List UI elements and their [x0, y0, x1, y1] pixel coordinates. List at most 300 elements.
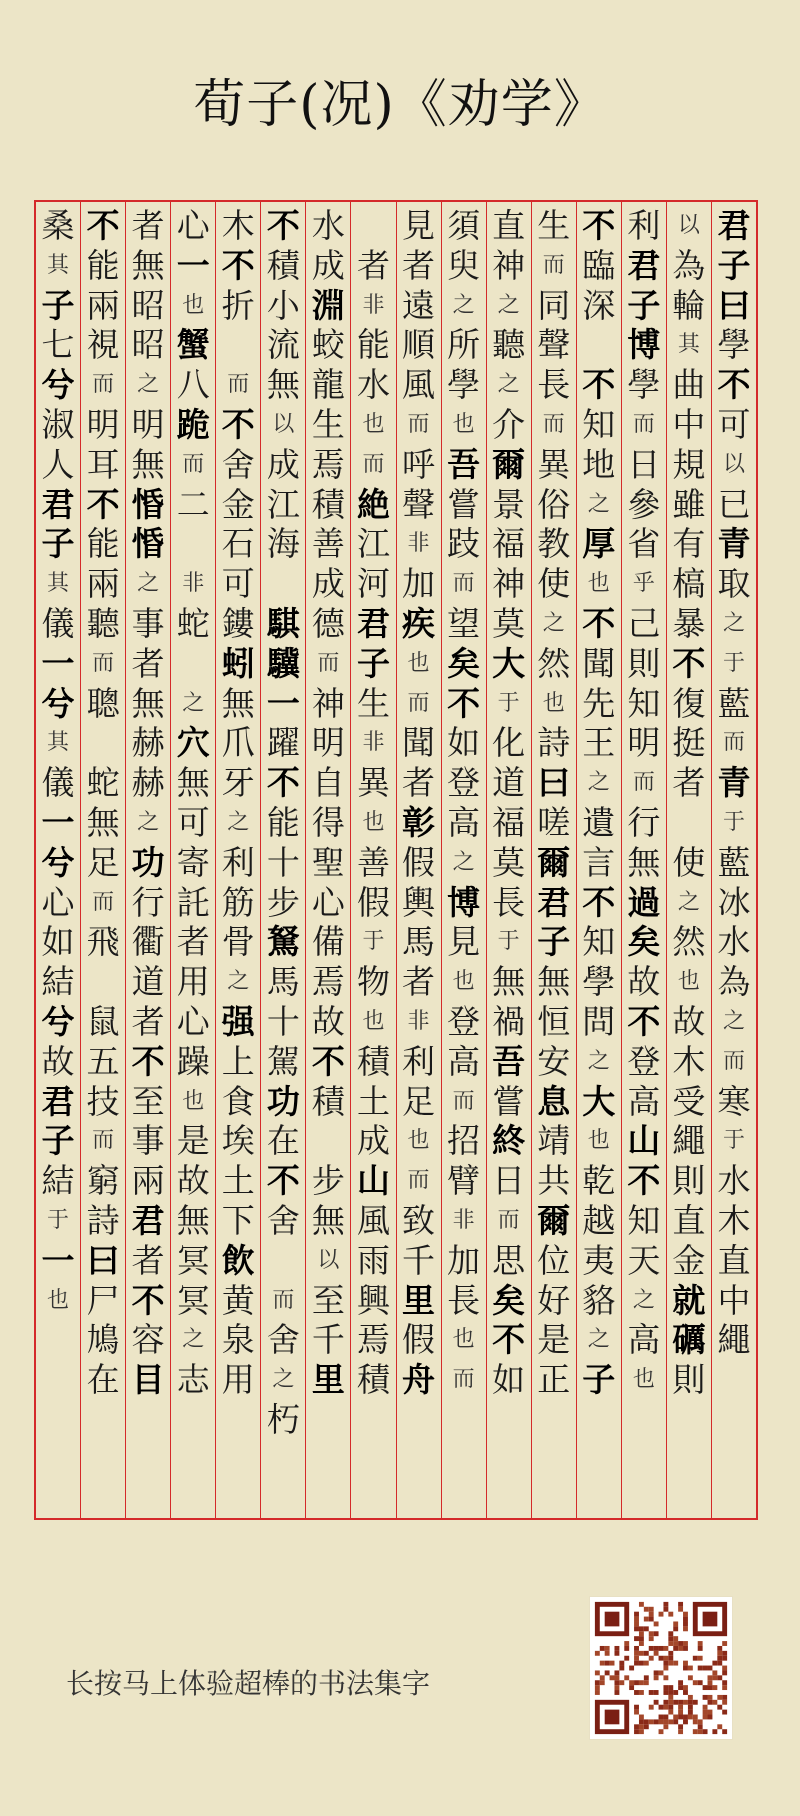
text-column: [486, 202, 531, 1518]
glyph: 之: [497, 372, 520, 398]
glyph: 嗟: [537, 802, 571, 842]
glyph: 而: [92, 1128, 115, 1154]
glyph: 聲: [402, 484, 436, 524]
glyph: 也: [452, 1327, 475, 1353]
promo-text: 长按马上体验超棒的书法集字: [66, 1667, 431, 1700]
text-column: [305, 202, 350, 1518]
glyph: 成: [356, 1121, 390, 1161]
glyph: 者: [131, 643, 165, 683]
glyph: 而: [182, 451, 205, 477]
glyph: 受: [672, 1081, 706, 1121]
glyph: 自: [311, 763, 345, 803]
glyph: 水: [717, 922, 751, 962]
glyph: 莫: [492, 842, 526, 882]
glyph: 而: [317, 650, 340, 676]
glyph: 步: [266, 882, 300, 922]
glyph: 學: [447, 365, 481, 405]
glyph: 已: [717, 484, 751, 524]
glyph: 積: [356, 1360, 390, 1400]
glyph: 成: [311, 245, 345, 285]
glyph: 興: [356, 1280, 390, 1320]
glyph: 知: [627, 683, 661, 723]
glyph: 無: [131, 245, 165, 285]
glyph: 明: [627, 723, 661, 763]
glyph: 可: [717, 404, 751, 444]
glyph: 直: [492, 206, 526, 245]
glyph: 無: [86, 802, 120, 842]
glyph: 學: [717, 325, 751, 365]
glyph: 繩: [717, 1320, 751, 1360]
text-column: [711, 202, 756, 1518]
glyph: 强: [221, 1001, 255, 1041]
glyph: 之: [137, 571, 160, 597]
glyph: 然: [672, 922, 706, 962]
glyph: 其: [677, 332, 700, 358]
glyph: 子: [41, 1121, 75, 1161]
glyph: 而: [632, 770, 655, 796]
glyph: 而: [722, 730, 745, 756]
glyph: 者: [402, 245, 436, 285]
glyph: 折: [221, 285, 255, 325]
text-column: [621, 202, 666, 1518]
glyph: 一: [41, 643, 75, 683]
glyph: 無: [176, 763, 210, 803]
glyph: 躁: [176, 1041, 210, 1081]
glyph: 金: [672, 1240, 706, 1280]
glyph: 爪: [221, 723, 255, 763]
glyph: 者: [131, 206, 165, 245]
glyph: 學: [582, 962, 616, 1002]
glyph: 窮: [86, 1161, 120, 1201]
glyph: 子: [627, 285, 661, 325]
glyph: 福: [492, 802, 526, 842]
glyph: 功: [266, 1081, 300, 1121]
glyph: 兩: [131, 1161, 165, 1201]
glyph: 所: [447, 325, 481, 365]
glyph: 君: [41, 484, 75, 524]
glyph: 非: [407, 1008, 430, 1034]
glyph: 七: [41, 325, 75, 365]
glyph: 蛟: [311, 325, 345, 365]
glyph: 臾: [447, 245, 481, 285]
glyph: 終: [492, 1121, 526, 1161]
glyph: 礪: [672, 1320, 706, 1360]
glyph: 先: [582, 683, 616, 723]
qr-finder: [605, 1710, 620, 1725]
glyph: 埃: [221, 1121, 255, 1161]
glyph: 流: [266, 325, 300, 365]
glyph: 雨: [356, 1240, 390, 1280]
glyph: 其: [47, 730, 70, 756]
glyph: 嘗: [492, 1081, 526, 1121]
glyph: 以: [677, 213, 700, 238]
glyph: 加: [402, 564, 436, 604]
glyph: 之: [227, 809, 250, 835]
glyph: 爾: [492, 444, 526, 484]
glyph: 能: [86, 245, 120, 285]
glyph: 而: [542, 411, 565, 437]
glyph: 然: [537, 643, 571, 683]
glyph: 聲: [537, 325, 571, 365]
glyph: 骨: [221, 922, 255, 962]
glyph: 水: [311, 206, 345, 245]
glyph: 心: [176, 206, 210, 245]
glyph: 德: [311, 603, 345, 643]
glyph: 結: [41, 962, 75, 1002]
glyph: 之: [722, 610, 745, 636]
glyph: 而: [92, 372, 115, 398]
glyph: 知: [627, 1200, 661, 1240]
glyph: 八: [176, 365, 210, 405]
glyph: 二: [176, 484, 210, 524]
glyph: 之: [587, 1327, 610, 1353]
glyph: 而: [92, 889, 115, 915]
glyph: 而: [722, 1048, 745, 1074]
glyph: 惛: [131, 524, 165, 564]
glyph: 無: [266, 365, 300, 405]
glyph: 是: [176, 1121, 210, 1161]
glyph: 冰: [717, 882, 751, 922]
glyph: 貉: [582, 1280, 616, 1320]
glyph: 于: [722, 809, 745, 835]
glyph: 也: [182, 292, 205, 318]
glyph: 志: [176, 1360, 210, 1400]
glyph: 驥: [266, 643, 300, 683]
glyph: 夷: [582, 1240, 616, 1280]
glyph: 昭: [131, 285, 165, 325]
glyph: 結: [41, 1161, 75, 1201]
glyph: 五: [86, 1041, 120, 1081]
glyph: 舍: [221, 444, 255, 484]
glyph: 異: [537, 444, 571, 484]
glyph: 衢: [131, 922, 165, 962]
glyph: 不: [266, 206, 300, 245]
glyph: 位: [537, 1240, 571, 1280]
glyph: 思: [492, 1240, 526, 1280]
glyph: 見: [402, 206, 436, 245]
glyph: 木: [672, 1041, 706, 1081]
glyph: 聽: [492, 325, 526, 365]
glyph: 也: [452, 411, 475, 437]
glyph: 一: [41, 1240, 75, 1280]
glyph: 矣: [627, 922, 661, 962]
glyph: 如: [492, 1360, 526, 1400]
glyph: 儀: [41, 763, 75, 803]
glyph: 之: [452, 292, 475, 318]
glyph: 招: [447, 1121, 481, 1161]
glyph: 順: [402, 325, 436, 365]
glyph: 生: [311, 404, 345, 444]
glyph: 其: [47, 571, 70, 597]
glyph: 水: [717, 1161, 751, 1201]
glyph: 積: [311, 484, 345, 524]
glyph: 靖: [537, 1121, 571, 1161]
glyph: 加: [447, 1240, 481, 1280]
glyph: 彰: [402, 802, 436, 842]
glyph: 土: [356, 1081, 390, 1121]
glyph: 蚓: [221, 643, 255, 683]
glyph: 馬: [402, 922, 436, 962]
glyph: 能: [86, 524, 120, 564]
glyph: 無: [131, 444, 165, 484]
glyph: 曰: [717, 285, 751, 325]
glyph: 而: [632, 411, 655, 437]
glyph: 詩: [537, 723, 571, 763]
glyph: 以: [272, 411, 295, 437]
glyph: 跪: [176, 404, 210, 444]
text-column: [36, 202, 80, 1518]
glyph: 假: [402, 1320, 436, 1360]
glyph: 知: [582, 404, 616, 444]
glyph: 子: [356, 643, 390, 683]
glyph: 積: [311, 1081, 345, 1121]
glyph: 飛: [86, 922, 120, 962]
glyph: 如: [41, 922, 75, 962]
glyph: 黄: [221, 1280, 255, 1320]
glyph: 赫: [131, 723, 165, 763]
glyph: 挺: [672, 723, 706, 763]
glyph: 金: [221, 484, 255, 524]
glyph: 備: [311, 922, 345, 962]
qr-code-icon[interactable]: [590, 1597, 732, 1739]
glyph: 之: [587, 491, 610, 517]
glyph: 子: [582, 1360, 616, 1400]
glyph: 之: [587, 1048, 610, 1074]
glyph: 曰: [537, 763, 571, 803]
glyph: 無: [537, 962, 571, 1002]
glyph: 筋: [221, 882, 255, 922]
glyph: 博: [447, 882, 481, 922]
glyph: 朽: [266, 1399, 300, 1439]
glyph: 者: [672, 763, 706, 803]
glyph: 非: [362, 730, 385, 756]
glyph: 遺: [582, 802, 616, 842]
glyph: 可: [176, 802, 210, 842]
glyph: 能: [356, 325, 390, 365]
glyph: 惛: [131, 484, 165, 524]
glyph: 風: [402, 365, 436, 405]
glyph: 海: [266, 524, 300, 564]
glyph: 雖: [672, 484, 706, 524]
glyph: 兩: [86, 564, 120, 604]
glyph: 矣: [447, 643, 481, 683]
glyph: 君: [537, 882, 571, 922]
glyph: 己: [627, 603, 661, 643]
glyph: 地: [582, 444, 616, 484]
glyph: 莫: [492, 603, 526, 643]
glyph: 聽: [86, 603, 120, 643]
glyph: 行: [131, 882, 165, 922]
glyph: 可: [221, 564, 255, 604]
glyph: 土: [221, 1161, 255, 1201]
glyph: 石: [221, 524, 255, 564]
glyph: 介: [492, 404, 526, 444]
glyph: 之: [137, 809, 160, 835]
glyph: 乎: [632, 571, 655, 597]
glyph: 鼠: [86, 1001, 120, 1041]
glyph: 之: [722, 1008, 745, 1034]
glyph: 聖: [311, 842, 345, 882]
glyph: 假: [356, 882, 390, 922]
glyph: 暴: [672, 603, 706, 643]
glyph: 在: [266, 1121, 300, 1161]
glyph: 冥: [176, 1240, 210, 1280]
glyph: 日: [627, 444, 661, 484]
glyph: 之: [452, 849, 475, 875]
glyph: 不: [131, 1280, 165, 1320]
glyph: 之: [227, 969, 250, 995]
glyph: 之: [587, 770, 610, 796]
glyph: 蛇: [86, 763, 120, 803]
glyph: 一: [176, 245, 210, 285]
text-column: [125, 202, 170, 1518]
glyph: 明: [311, 723, 345, 763]
glyph: 言: [582, 842, 616, 882]
glyph: 之: [542, 610, 565, 636]
glyph: 則: [672, 1161, 706, 1201]
glyph: 利: [402, 1041, 436, 1081]
glyph: 無: [492, 962, 526, 1002]
glyph: 不: [311, 1041, 345, 1081]
glyph: 步: [311, 1161, 345, 1201]
glyph: 子: [717, 245, 751, 285]
glyph: 遠: [402, 285, 436, 325]
glyph: 越: [582, 1200, 616, 1240]
glyph: 事: [131, 603, 165, 643]
glyph: 不: [582, 365, 616, 405]
glyph: 昭: [131, 325, 165, 365]
glyph: 之: [677, 889, 700, 915]
text-column: [531, 202, 576, 1518]
text-column: [350, 202, 395, 1518]
glyph: 焉: [311, 962, 345, 1002]
glyph: 馬: [266, 962, 300, 1002]
glyph: 于: [497, 690, 520, 716]
glyph: 子: [41, 524, 75, 564]
glyph: 者: [356, 245, 390, 285]
glyph: 江: [266, 484, 300, 524]
glyph: 為: [717, 962, 751, 1002]
glyph: 明: [86, 404, 120, 444]
glyph: 吾: [447, 444, 481, 484]
glyph: 故: [627, 962, 661, 1002]
glyph: 君: [131, 1200, 165, 1240]
glyph: 不: [582, 206, 616, 245]
glyph: 舍: [266, 1320, 300, 1360]
glyph: 利: [221, 842, 255, 882]
glyph: 博: [627, 325, 661, 365]
glyph: 登: [447, 1001, 481, 1041]
glyph: 非: [407, 531, 430, 557]
text-column: [576, 202, 621, 1518]
glyph: 學: [627, 365, 661, 405]
glyph: 不: [86, 484, 120, 524]
glyph: 積: [356, 1041, 390, 1081]
glyph: 安: [537, 1041, 571, 1081]
glyph: 詩: [86, 1200, 120, 1240]
glyph: 赫: [131, 763, 165, 803]
glyph: 生: [537, 206, 571, 245]
glyph: 吾: [492, 1041, 526, 1081]
glyph: 不: [221, 245, 255, 285]
glyph: 中: [672, 404, 706, 444]
glyph: 青: [717, 763, 751, 803]
qr-finder: [605, 1612, 620, 1627]
glyph: 不: [627, 1001, 661, 1041]
glyph: 儀: [41, 603, 75, 643]
glyph: 于: [722, 650, 745, 676]
glyph: 而: [452, 1088, 475, 1114]
text-column: [441, 202, 486, 1518]
glyph: 藍: [717, 842, 751, 882]
glyph: 天: [627, 1240, 661, 1280]
glyph: 故: [41, 1041, 75, 1081]
text-column: [80, 202, 125, 1518]
glyph: 神: [311, 683, 345, 723]
glyph: 息: [537, 1081, 571, 1121]
glyph: 容: [131, 1320, 165, 1360]
glyph: 共: [537, 1161, 571, 1201]
glyph: 焉: [311, 444, 345, 484]
glyph: 子: [41, 285, 75, 325]
glyph: 復: [672, 683, 706, 723]
glyph: 爾: [537, 1200, 571, 1240]
glyph: 正: [537, 1360, 571, 1400]
glyph: 而: [452, 1367, 475, 1393]
glyph: 之: [272, 1367, 295, 1393]
glyph: 須: [447, 206, 481, 245]
glyph: 之: [182, 1327, 205, 1353]
glyph: 其: [47, 252, 70, 278]
glyph: 禍: [492, 1001, 526, 1041]
glyph: 食: [221, 1081, 255, 1121]
glyph: 不: [266, 763, 300, 803]
glyph: 高: [627, 1081, 661, 1121]
glyph: 也: [587, 1128, 610, 1154]
glyph: 至: [131, 1081, 165, 1121]
glyph: 教: [537, 524, 571, 564]
glyph: 非: [182, 571, 205, 597]
glyph: 兮: [41, 365, 75, 405]
glyph: 問: [582, 1001, 616, 1041]
glyph: 託: [176, 882, 210, 922]
glyph: 飲: [221, 1240, 255, 1280]
glyph: 成: [266, 444, 300, 484]
glyph: 小: [266, 285, 300, 325]
glyph: 上: [221, 1041, 255, 1081]
glyph: 無: [311, 1200, 345, 1240]
glyph: 之: [497, 292, 520, 318]
glyph: 呼: [402, 444, 436, 484]
glyph: 心: [41, 882, 75, 922]
glyph: 故: [176, 1161, 210, 1201]
glyph: 而: [362, 451, 385, 477]
glyph: 登: [627, 1041, 661, 1081]
glyph: 則: [672, 1360, 706, 1400]
page-title: 荀子(况)《劝学》: [193, 75, 607, 135]
glyph: 君: [41, 1081, 75, 1121]
glyph: 于: [722, 1128, 745, 1154]
glyph: 神: [492, 245, 526, 285]
glyph: 明: [131, 404, 165, 444]
glyph: 山: [356, 1161, 390, 1201]
glyph: 者: [131, 1001, 165, 1041]
glyph: 長: [537, 365, 571, 405]
glyph: 致: [402, 1200, 436, 1240]
glyph: 君: [717, 206, 751, 245]
glyph: 十: [266, 1001, 300, 1041]
glyph: 也: [407, 1128, 430, 1154]
